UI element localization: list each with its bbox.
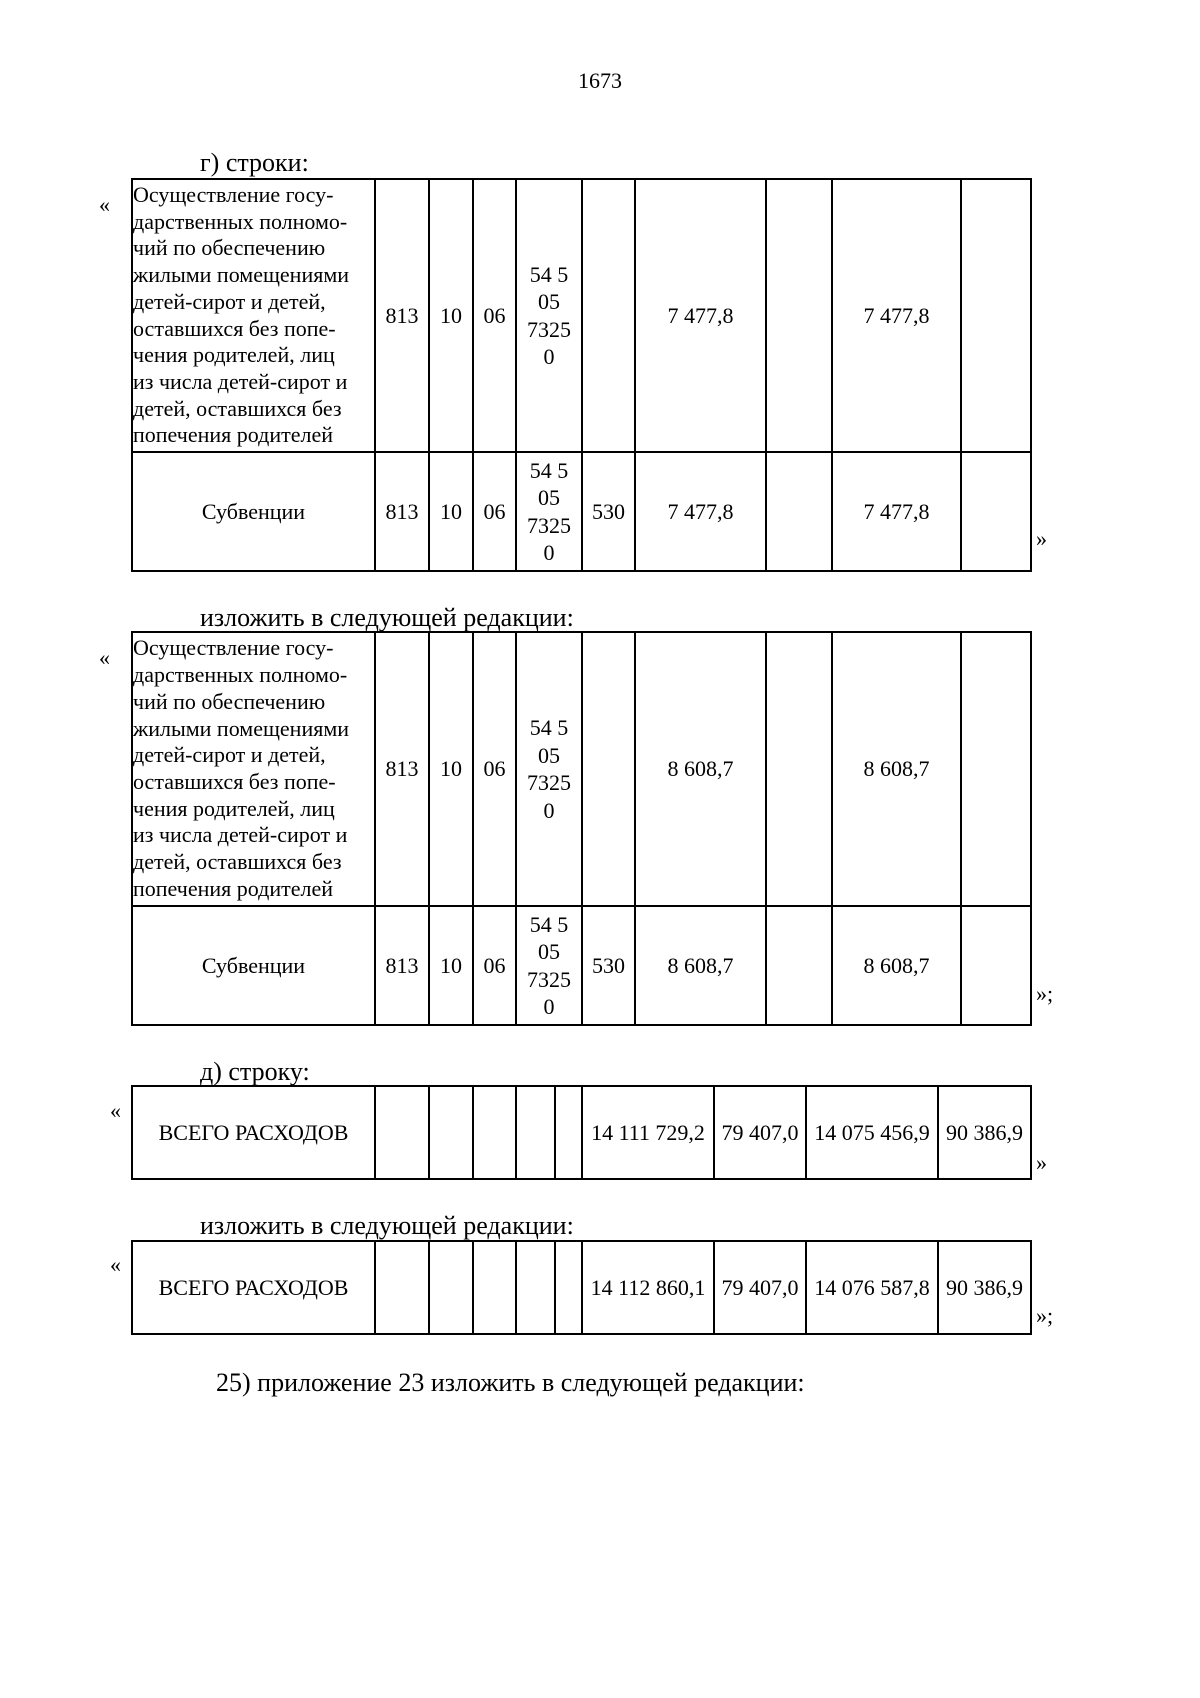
close-quote: »; [1036,981,1054,1006]
expense-type-code [555,1086,582,1179]
total-year2-federal: 90 386,9 [938,1086,1031,1179]
target-article-code [516,1241,555,1334]
amount-year2: 7 477,8 [832,179,961,452]
amount-year1: 7 477,8 [635,452,766,571]
ved-code: 813 [375,179,429,452]
amendment-table-old-g [131,178,1032,572]
amount-year2: 8 608,7 [832,906,961,1025]
section-code: 10 [429,632,473,906]
amount-year2-federal [961,906,1031,1025]
close-quote: »; [1036,1303,1054,1328]
total-year2-federal: 90 386,9 [938,1241,1031,1334]
amount-year2-federal [961,452,1031,571]
target-article-code: 54 5 05 7325 0 [516,179,582,452]
section-code [429,1241,473,1334]
close-quote: » [1036,526,1047,551]
target-article-code [516,1086,555,1179]
section-code [429,1086,473,1179]
close-quote: » [1036,1150,1047,1175]
table-row [132,179,1031,452]
ved-code: 813 [375,452,429,571]
amount-year1-federal [766,179,832,452]
table-row [132,632,1031,906]
section-code: 10 [429,179,473,452]
open-quote: « [99,192,110,217]
total-year2: 14 075 456,9 [806,1086,938,1179]
row-description: Субвенции [132,906,375,1025]
ved-code [375,1086,429,1179]
subsection-code: 06 [473,906,516,1025]
amount-year1-federal [766,452,832,571]
amount-year2-federal [961,632,1031,906]
total-table-new [131,1240,1032,1335]
open-quote: « [99,645,110,670]
total-year1-federal: 79 407,0 [714,1241,806,1334]
subsection-code: 06 [473,179,516,452]
amount-year1: 7 477,8 [635,179,766,452]
expense-type-code: 530 [582,906,635,1025]
total-table-old [131,1085,1032,1180]
row-description: Осуществление госу- дарственных полномо- чий по обеспечению жилыми помещениями детей-сирот и детей, оставшихся без попе- чения родителей, лиц из числа детей-сирот и детей, оставшихся без попечения родителей [132,632,375,906]
expense-type-code [582,632,635,906]
table-row [132,906,1031,1025]
amendment-table-new-g [131,631,1032,1026]
table-row [132,1241,1031,1334]
row-description: Осуществление госу- дарственных полномо- чий по обеспечению жилыми помещениями детей-сирот и детей, оставшихся без попе- чения родителей, лиц из числа детей-сирот и детей, оставшихся без попечения родителей [132,179,375,452]
target-article-code: 54 5 05 7325 0 [516,452,582,571]
total-year1-federal: 79 407,0 [714,1086,806,1179]
amount-year2: 7 477,8 [832,452,961,571]
section-code: 10 [429,906,473,1025]
page-number: 1673 [578,68,622,93]
amount-year1-federal [766,632,832,906]
total-year1: 14 112 860,1 [582,1241,714,1334]
section-heading-d: д) строку: [200,1057,310,1086]
subsection-code: 06 [473,632,516,906]
subsection-code: 06 [473,452,516,571]
table-row [132,452,1031,571]
amount-year2: 8 608,7 [832,632,961,906]
open-quote: « [110,1098,121,1123]
amount-year1: 8 608,7 [635,632,766,906]
amount-year1: 8 608,7 [635,906,766,1025]
open-quote: « [110,1252,121,1277]
final-paragraph: 25) приложение 23 изложить в следующей редакции: [216,1368,805,1397]
section-code: 10 [429,452,473,571]
ved-code: 813 [375,632,429,906]
subsection-code [473,1241,516,1334]
ved-code [375,1241,429,1334]
target-article-code: 54 5 05 7325 0 [516,632,582,906]
section-heading-g-new: изложить в следующей редакции: [200,603,574,632]
amount-year1-federal [766,906,832,1025]
ved-code: 813 [375,906,429,1025]
expense-type-code [555,1241,582,1334]
table-row [132,1086,1031,1179]
expense-type-code: 530 [582,452,635,571]
row-description: ВСЕГО РАСХОДОВ [132,1086,375,1179]
section-heading-d-new: изложить в следующей редакции: [200,1211,574,1240]
total-year2: 14 076 587,8 [806,1241,938,1334]
target-article-code: 54 5 05 7325 0 [516,906,582,1025]
total-year1: 14 111 729,2 [582,1086,714,1179]
expense-type-code [582,179,635,452]
subsection-code [473,1086,516,1179]
section-heading-g: г) строки: [200,148,309,177]
row-description: Субвенции [132,452,375,571]
amount-year2-federal [961,179,1031,452]
row-description: ВСЕГО РАСХОДОВ [132,1241,375,1334]
